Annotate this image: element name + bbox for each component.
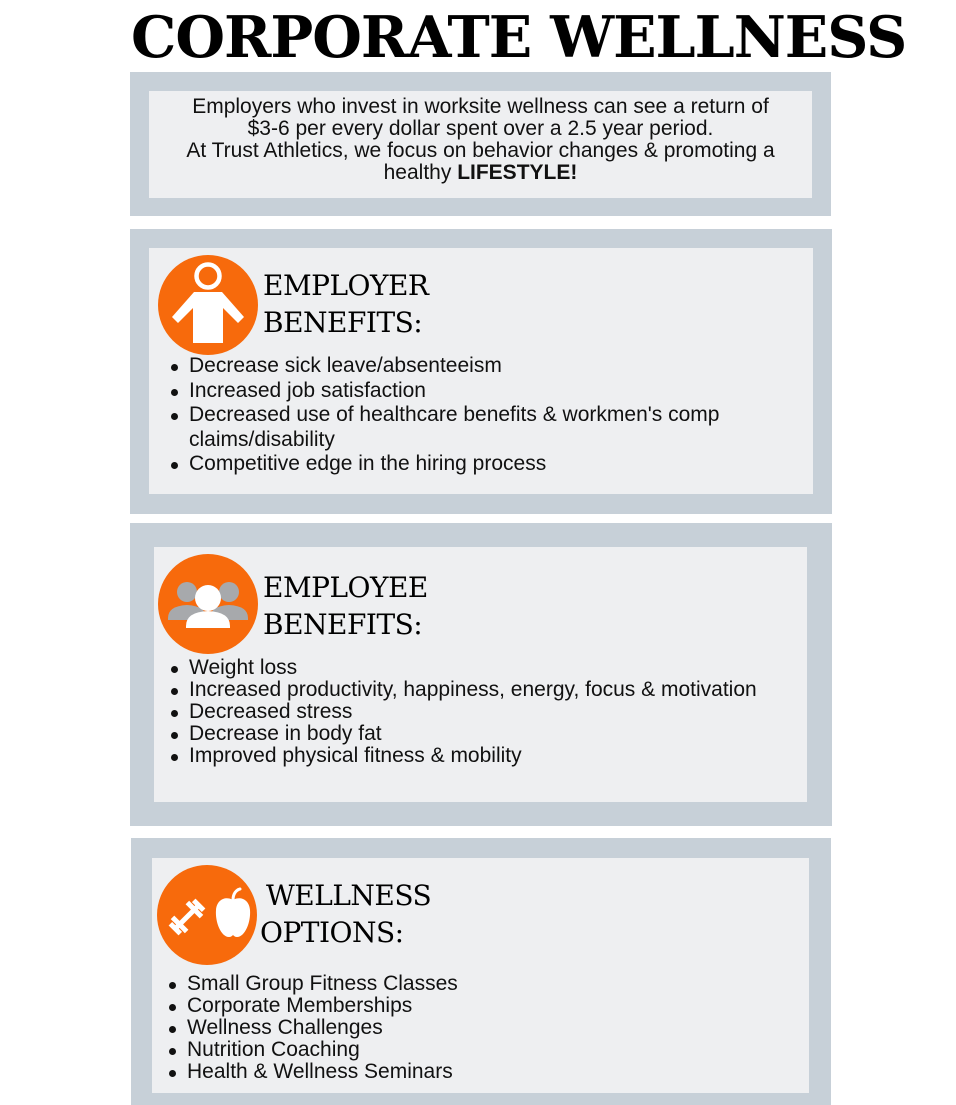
intro-box xyxy=(149,91,812,198)
people-group-icon xyxy=(158,554,258,654)
employee-benefits-heading xyxy=(263,569,428,643)
list-item: Corporate Memberships xyxy=(153,995,803,1017)
employee-benefits-list xyxy=(155,657,807,767)
list-item: Improved physical fitness & mobility xyxy=(155,745,807,767)
list-item: Decreased stress xyxy=(155,701,807,723)
list-item: Nutrition Coaching xyxy=(153,1039,803,1061)
list-item: Weight loss xyxy=(155,657,807,679)
employer-heading-line-2: BENEFITS: xyxy=(263,306,423,339)
intro-line-2: $3-6 per every dollar spent over a 2.5 year period. xyxy=(247,117,714,140)
list-item: Increased productivity, happiness, energy, focus & motivation xyxy=(155,679,807,701)
lifestyle-emphasis: LIFESTYLE! xyxy=(457,161,578,184)
employer-benefits-list xyxy=(155,354,805,477)
employee-heading-line-2: BENEFITS: xyxy=(263,608,423,641)
employee-benefits-panel xyxy=(130,523,832,826)
employer-benefits-heading xyxy=(263,267,429,341)
employee-benefits-box xyxy=(154,547,807,802)
list-item: Wellness Challenges xyxy=(153,1017,803,1039)
employer-benefits-panel xyxy=(130,229,832,514)
list-item: Decrease in body fat xyxy=(155,723,807,745)
intro-line-4 xyxy=(149,162,812,184)
list-item: Health & Wellness Seminars xyxy=(153,1061,803,1083)
list-item: Decreased use of healthcare benefits & workmen's comp claims/disability xyxy=(155,403,805,452)
wellness-heading-line-1: WELLNESS xyxy=(266,879,432,912)
wellness-heading-line-2: OPTIONS: xyxy=(260,916,404,949)
employee-heading-line-1: EMPLOYEE xyxy=(263,571,428,604)
list-item: Increased job satisfaction xyxy=(155,379,805,404)
wellness-options-panel xyxy=(131,838,831,1105)
dumbbell-apple-icon xyxy=(157,865,257,965)
page-title: CORPORATE WELLNESS xyxy=(131,4,907,71)
intro-line-3: At Trust Athletics, we focus on behavior changes & promoting a xyxy=(186,139,775,162)
wellness-options-list xyxy=(153,973,803,1083)
list-item: Decrease sick leave/absenteeism xyxy=(155,354,805,379)
intro-panel xyxy=(130,72,831,216)
list-item: Small Group Fitness Classes xyxy=(153,973,803,995)
person-icon xyxy=(158,255,258,355)
intro-text xyxy=(149,96,812,184)
list-item: Competitive edge in the hiring process xyxy=(155,452,805,477)
employer-benefits-box xyxy=(149,248,813,494)
employer-heading-line-1: EMPLOYER xyxy=(263,269,429,302)
wellness-options-heading xyxy=(260,877,431,951)
wellness-options-box xyxy=(152,858,809,1093)
intro-line-1: Employers who invest in worksite wellness can see a return of xyxy=(192,95,769,118)
intro-line-4-prefix: healthy xyxy=(383,161,458,184)
